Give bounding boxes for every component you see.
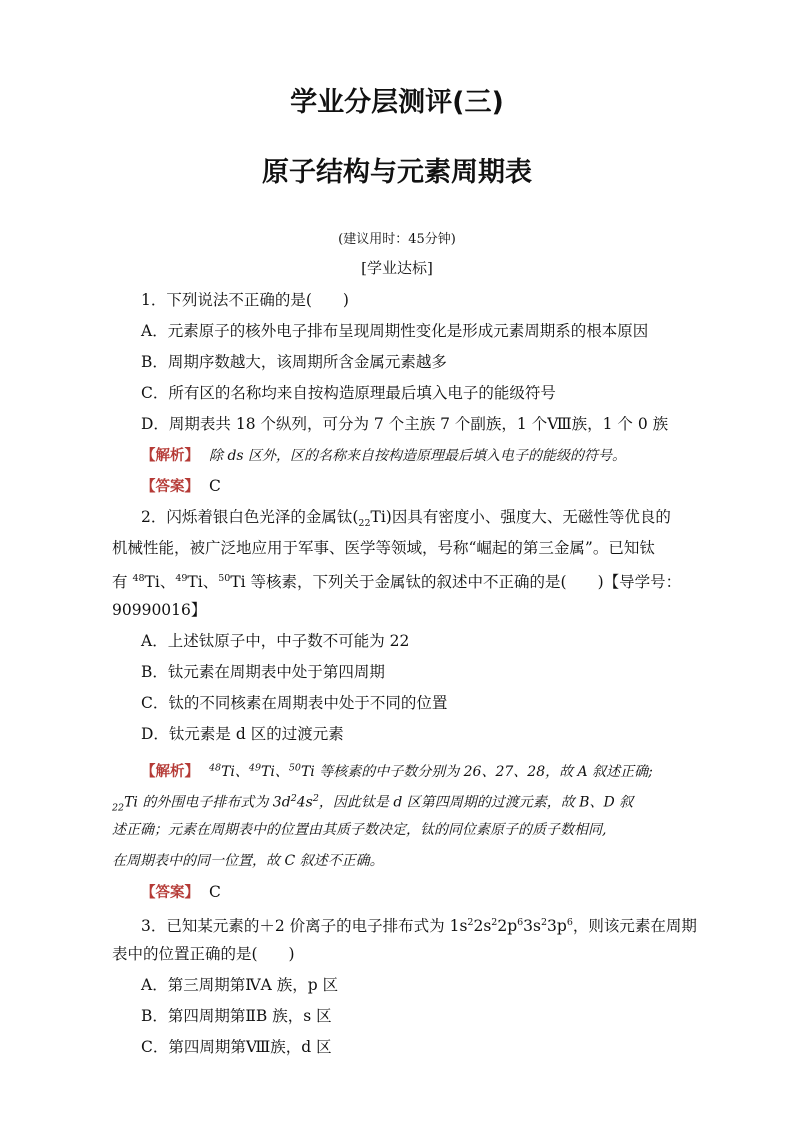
q3-option-a: A．第三周期第ⅣA 族，p 区 <box>141 976 339 994</box>
q2-option-c: C．钛的不同核素在周期表中处于不同的位置 <box>141 694 448 712</box>
q3-option-c: C．第四周期第Ⅷ族，d 区 <box>141 1038 332 1056</box>
analysis-tag: 【解析】 <box>141 763 199 780</box>
analysis-tag: 【解析】 <box>141 448 199 464</box>
q2-analysis-line2: $_{22}$Ti 的外围电子排布式为 $3d^24s^2$，因此钛是 d 区第四周期的过渡元素，故 B、D 叙 <box>112 793 634 814</box>
q3-stem-line2: 表中的位置正确的是( ) <box>112 945 295 963</box>
q2-stem-line1: 2．闪烁着银白色光泽的金属钛$(_{22}Ti)$因具有密度小、强度大、无磁性等优良的 <box>141 508 671 530</box>
q1-analysis-text: 除 ds 区外，区的名称来自按构造原理最后填入电子的能级的符号。 <box>209 448 627 464</box>
section-heading: [学业达标] <box>361 259 433 277</box>
q2-answer <box>141 882 221 903</box>
page-subtitle: 原子结构与元素周期表 <box>262 157 532 188</box>
q1-analysis <box>141 445 626 466</box>
q3-option-b: B．第四周期第ⅡB 族，s 区 <box>141 1007 332 1025</box>
q2-option-a: A．上述钛原子中，中子数不可能为 22 <box>141 632 410 650</box>
answer-tag: 【答案】 <box>141 885 199 901</box>
q1-option-d: D．周期表共 18 个纵列，可分为 7 个主族 7 个副族，1 个Ⅷ族，1 个 0 族 <box>141 415 669 433</box>
q2-analysis-line3: 述正确；元素在周期表中的位置由其质子数决定，钛的同位素原子的质子数相同, <box>112 822 607 838</box>
q1-option-a: A．元素原子的核外电子排布呈现周期性变化是形成元素周期系的根本原因 <box>141 322 649 340</box>
q2-stem-line4: 90990016】 <box>112 601 207 619</box>
q2-stem-line3: 有 $^{48}$Ti、$^{49}$Ti、$^{50}$Ti 等核素，下列关于金属钛的叙述中不正确的是( )【导学号： <box>112 573 682 592</box>
q2-option-d: D．钛元素是 d 区的过渡元素 <box>141 725 344 743</box>
q1-answer-value: C <box>209 477 221 495</box>
page-title: 学业分层测评(三) <box>290 87 504 118</box>
q2-answer-value: C <box>209 883 221 901</box>
time-hint: (建议用时：45分钟) <box>338 232 456 247</box>
q1-answer <box>141 476 221 497</box>
q2-analysis-line1: 【解析】 $^{48}$Ti、$^{49}$Ti、$^{50}$Ti 等核素的中子数分别为 26、27、28，故 A 叙述正确; <box>141 762 653 780</box>
q1-stem: 1．下列说法不正确的是( ) <box>141 291 349 309</box>
q2-analysis-line4: 在周期表中的同一位置，故 C 叙述不正确。 <box>112 853 384 869</box>
answer-tag: 【答案】 <box>141 479 199 495</box>
q2-stem-line2: 机械性能，被广泛地应用于军事、医学等领域，号称“崛起的第三金属”。已知钛 <box>112 539 655 557</box>
q2-option-b: B．钛元素在周期表中处于第四周期 <box>141 663 385 681</box>
q3-stem-line1: 3．已知某元素的＋2 价离子的电子排布式为 $1s^22s^22p^63s^23p^6$，则该元素在周期 <box>141 917 697 936</box>
q1-option-b: B．周期序数越大，该周期所含金属元素越多 <box>141 353 447 371</box>
q1-option-c: C．所有区的名称均来自按构造原理最后填入电子的能级符号 <box>141 384 556 402</box>
